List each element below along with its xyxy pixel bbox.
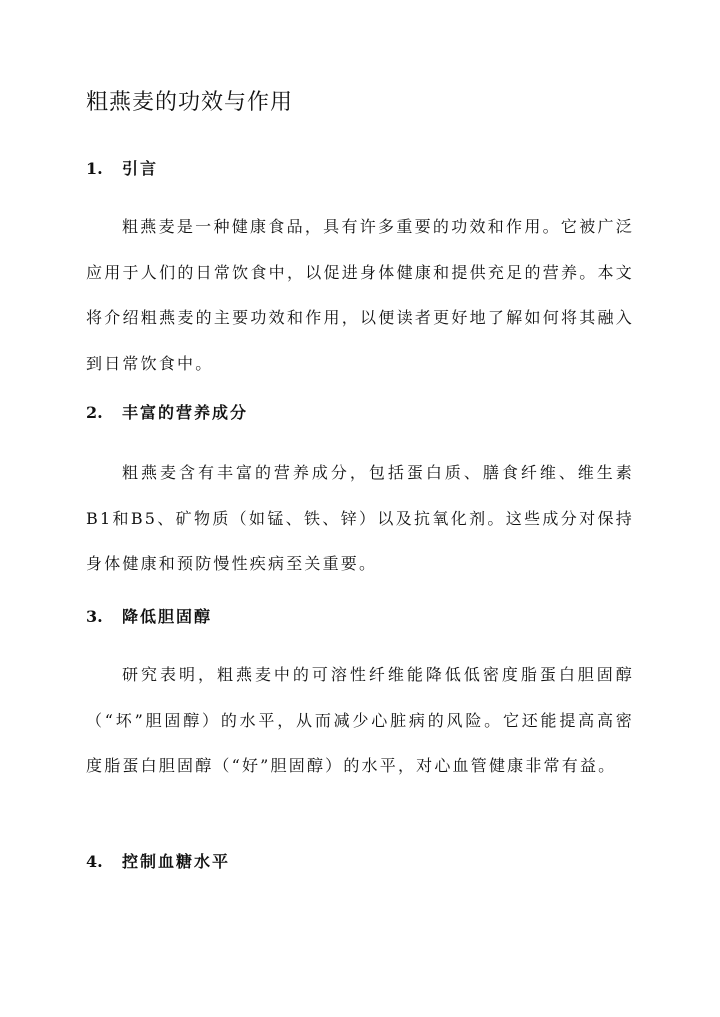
section-paragraph-nutrition: 粗燕麦含有丰富的营养成分，包括蛋白质、膳食纤维、维生素B1和B5、矿物质（如锰、铁、锌）以及抗氧化剂。这些成分对保持身体健康和预防慢性疾病至关重要。 bbox=[86, 463, 634, 573]
section-number: 4. bbox=[86, 852, 103, 871]
section-paragraph-cholesterol: 研究表明，粗燕麦中的可溶性纤维能降低低密度脂蛋白胆固醇（“坏”胆固醇）的水平，从而减少心脏病的风险。它还能提高高密度脂蛋白胆固醇（“好”胆固醇）的水平，对心血管健康非常有益。 bbox=[86, 665, 634, 775]
section-title: 引言 bbox=[122, 159, 159, 178]
section-heading-nutrition bbox=[86, 401, 248, 425]
section-title: 降低胆固醇 bbox=[122, 607, 213, 626]
document-title: 粗燕麦的功效与作用 bbox=[86, 90, 294, 115]
section-heading-introduction bbox=[86, 157, 158, 181]
section-heading-cholesterol bbox=[86, 605, 212, 629]
section-title: 控制血糖水平 bbox=[122, 852, 231, 871]
section-number: 2. bbox=[86, 403, 103, 422]
section-number: 1. bbox=[86, 159, 103, 178]
section-heading-blood-sugar bbox=[86, 850, 230, 874]
section-paragraph-introduction: 粗燕麦是一种健康食品，具有许多重要的功效和作用。它被广泛应用于人们的日常饮食中，以促进身体健康和提供充足的营养。本文将介绍粗燕麦的主要功效和作用，以便读者更好地了解如何将其融入到日常饮食中。 bbox=[86, 217, 634, 373]
section-title: 丰富的营养成分 bbox=[122, 403, 249, 422]
section-number: 3. bbox=[86, 607, 103, 626]
